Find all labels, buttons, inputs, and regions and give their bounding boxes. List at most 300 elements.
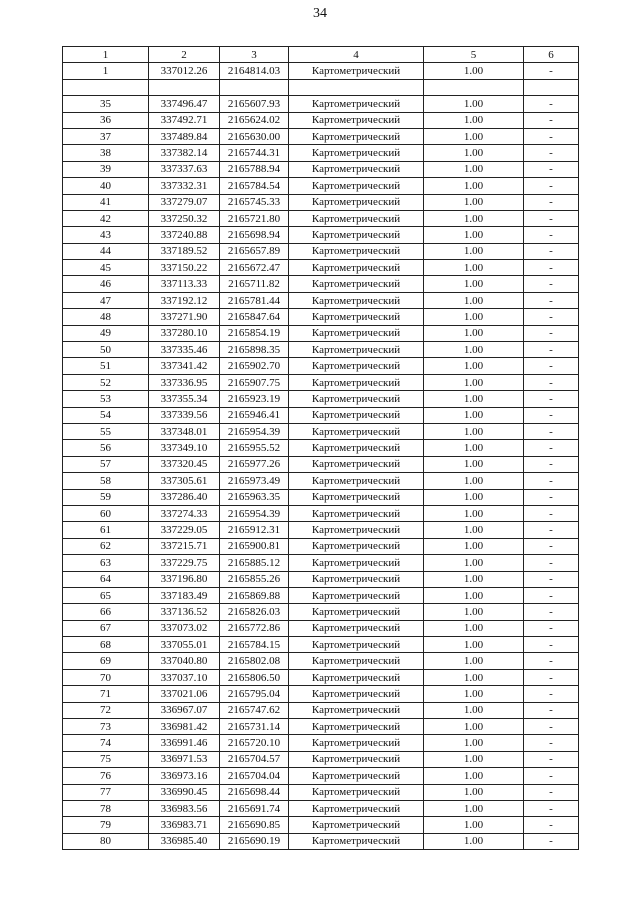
cell-note: - — [524, 440, 579, 456]
cell-y: 2165898.35 — [220, 342, 289, 358]
cell-x: 337280.10 — [149, 325, 220, 341]
cell-accuracy: 1.00 — [424, 423, 524, 439]
cell-x: 337150.22 — [149, 260, 220, 276]
cell-method: Картометрический — [289, 63, 424, 79]
cell-y: 2165720.10 — [220, 735, 289, 751]
cell-accuracy: 1.00 — [424, 210, 524, 226]
cell-point-number: 61 — [63, 522, 149, 538]
cell-method: Картометрический — [289, 227, 424, 243]
cell-method: Картометрический — [289, 719, 424, 735]
cell-x: 337192.12 — [149, 292, 220, 308]
cell-accuracy: 1.00 — [424, 751, 524, 767]
cell-y: 2165977.26 — [220, 456, 289, 472]
cell-note: - — [524, 128, 579, 144]
cell-point-number: 72 — [63, 702, 149, 718]
cell-point-number: 55 — [63, 423, 149, 439]
cell-method: Картометрический — [289, 161, 424, 177]
cell-y: 2165788.94 — [220, 161, 289, 177]
cell-x: 337012.26 — [149, 63, 220, 79]
cell-note: - — [524, 817, 579, 833]
cell-accuracy: 1.00 — [424, 505, 524, 521]
cell-note: - — [524, 260, 579, 276]
cell-x: 337489.84 — [149, 128, 220, 144]
cell-accuracy: 1.00 — [424, 522, 524, 538]
table-row — [63, 653, 579, 669]
cell-x: 337496.47 — [149, 96, 220, 112]
cell-method: Картометрический — [289, 604, 424, 620]
table-row — [63, 833, 579, 849]
table-row — [63, 751, 579, 767]
cell-method: Картометрический — [289, 735, 424, 751]
cell-point-number: 56 — [63, 440, 149, 456]
cell-note: - — [524, 407, 579, 423]
table-row — [63, 292, 579, 308]
cell-x: 336973.16 — [149, 768, 220, 784]
cell-accuracy: 1.00 — [424, 604, 524, 620]
cell-accuracy: 1.00 — [424, 833, 524, 849]
cell-accuracy: 1.00 — [424, 227, 524, 243]
cell-note: - — [524, 620, 579, 636]
cell-point-number: 36 — [63, 112, 149, 128]
cell-point-number: 74 — [63, 735, 149, 751]
cell-note: - — [524, 63, 579, 79]
cell-method: Картометрический — [289, 178, 424, 194]
cell-y: 2165902.70 — [220, 358, 289, 374]
cell-accuracy: 1.00 — [424, 292, 524, 308]
cell-x: 337336.95 — [149, 374, 220, 390]
cell-note: - — [524, 194, 579, 210]
cell-point-number — [63, 79, 149, 95]
cell-point-number: 75 — [63, 751, 149, 767]
cell-x: 336991.46 — [149, 735, 220, 751]
cell-x: 336981.42 — [149, 719, 220, 735]
cell-x: 336967.07 — [149, 702, 220, 718]
cell-accuracy: 1.00 — [424, 473, 524, 489]
cell-accuracy: 1.00 — [424, 817, 524, 833]
table-row — [63, 817, 579, 833]
cell-note: - — [524, 112, 579, 128]
cell-y: 2165955.52 — [220, 440, 289, 456]
cell-y: 2165946.41 — [220, 407, 289, 423]
cell-method: Картометрический — [289, 751, 424, 767]
table-row — [63, 473, 579, 489]
cell-note: - — [524, 391, 579, 407]
cell-method: Картометрический — [289, 800, 424, 816]
cell-accuracy: 1.00 — [424, 768, 524, 784]
cell-note: - — [524, 309, 579, 325]
cell-accuracy: 1.00 — [424, 669, 524, 685]
cell-point-number: 51 — [63, 358, 149, 374]
cell-method: Картометрический — [289, 784, 424, 800]
cell-y: 2165826.03 — [220, 604, 289, 620]
cell-y: 2165731.14 — [220, 719, 289, 735]
cell-y: 2165657.89 — [220, 243, 289, 259]
table-row — [63, 391, 579, 407]
table-row — [63, 800, 579, 816]
header-cell-point-number: 1 — [63, 47, 149, 63]
cell-point-number: 49 — [63, 325, 149, 341]
header-cell-x: 2 — [149, 47, 220, 63]
cell-point-number: 47 — [63, 292, 149, 308]
cell-y: 2165907.75 — [220, 374, 289, 390]
cell-method: Картометрический — [289, 407, 424, 423]
cell-note: - — [524, 538, 579, 554]
cell-x: 337492.71 — [149, 112, 220, 128]
cell-method: Картометрический — [289, 653, 424, 669]
table-row — [63, 620, 579, 636]
cell-method: Картометрический — [289, 522, 424, 538]
cell-note: - — [524, 833, 579, 849]
cell-y: 2165690.85 — [220, 817, 289, 833]
cell-accuracy: 1.00 — [424, 276, 524, 292]
cell-x: 337055.01 — [149, 637, 220, 653]
table-row — [63, 604, 579, 620]
cell-accuracy: 1.00 — [424, 735, 524, 751]
cell-note: - — [524, 669, 579, 685]
cell-y: 2165745.33 — [220, 194, 289, 210]
cell-x: 337355.34 — [149, 391, 220, 407]
cell-y: 2165923.19 — [220, 391, 289, 407]
cell-note: - — [524, 145, 579, 161]
cell-note: - — [524, 768, 579, 784]
cell-method: Картометрический — [289, 817, 424, 833]
cell-note: - — [524, 96, 579, 112]
cell-point-number: 64 — [63, 571, 149, 587]
cell-point-number: 70 — [63, 669, 149, 685]
cell-method: Картометрический — [289, 325, 424, 341]
table-row — [63, 194, 579, 210]
table-row — [63, 423, 579, 439]
cell-y: 2165912.31 — [220, 522, 289, 538]
cell-point-number: 59 — [63, 489, 149, 505]
cell-accuracy: 1.00 — [424, 358, 524, 374]
page-number: 34 — [313, 6, 327, 21]
cell-note: - — [524, 571, 579, 587]
cell-x: 337229.75 — [149, 555, 220, 571]
cell-method: Картометрический — [289, 768, 424, 784]
cell-x: 337136.52 — [149, 604, 220, 620]
table-row — [63, 555, 579, 571]
cell-point-number: 66 — [63, 604, 149, 620]
cell-point-number: 54 — [63, 407, 149, 423]
cell-note: - — [524, 227, 579, 243]
table-row — [63, 407, 579, 423]
cell-point-number: 41 — [63, 194, 149, 210]
cell-x: 337229.05 — [149, 522, 220, 538]
cell-point-number: 50 — [63, 342, 149, 358]
cell-note: - — [524, 653, 579, 669]
cell-note: - — [524, 555, 579, 571]
cell-x: 337382.14 — [149, 145, 220, 161]
cell-y: 2165607.93 — [220, 96, 289, 112]
cell-x: 337037.10 — [149, 669, 220, 685]
cell-x: 337348.01 — [149, 423, 220, 439]
cell-y: 2165781.44 — [220, 292, 289, 308]
cell-point-number: 62 — [63, 538, 149, 554]
cell-method: Картометрический — [289, 620, 424, 636]
cell-y: 2165711.82 — [220, 276, 289, 292]
cell-point-number: 65 — [63, 587, 149, 603]
cell-y: 2165806.50 — [220, 669, 289, 685]
cell-point-number: 58 — [63, 473, 149, 489]
cell-note: - — [524, 702, 579, 718]
table-row — [63, 325, 579, 341]
cell-y — [220, 79, 289, 95]
table-row — [63, 358, 579, 374]
table-row — [63, 96, 579, 112]
cell-y: 2164814.03 — [220, 63, 289, 79]
cell-accuracy: 1.00 — [424, 128, 524, 144]
cell-method: Картометрический — [289, 194, 424, 210]
cell-accuracy: 1.00 — [424, 620, 524, 636]
cell-accuracy: 1.00 — [424, 702, 524, 718]
table-row — [63, 227, 579, 243]
cell-y: 2165963.35 — [220, 489, 289, 505]
cell-y: 2165795.04 — [220, 686, 289, 702]
cell-method: Картометрический — [289, 571, 424, 587]
table-row — [63, 128, 579, 144]
cell-point-number: 77 — [63, 784, 149, 800]
cell-point-number: 46 — [63, 276, 149, 292]
cell-x: 336983.56 — [149, 800, 220, 816]
cell-accuracy: 1.00 — [424, 571, 524, 587]
cell-note: - — [524, 210, 579, 226]
cell-note: - — [524, 522, 579, 538]
table-row — [63, 522, 579, 538]
cell-y: 2165854.19 — [220, 325, 289, 341]
cell-note: - — [524, 358, 579, 374]
cell-y: 2165855.26 — [220, 571, 289, 587]
cell-y: 2165973.49 — [220, 473, 289, 489]
cell-x: 337337.63 — [149, 161, 220, 177]
cell-accuracy: 1.00 — [424, 260, 524, 276]
cell-method: Картометрический — [289, 210, 424, 226]
cell-x — [149, 79, 220, 95]
coordinates-table — [62, 46, 579, 850]
cell-y: 2165672.47 — [220, 260, 289, 276]
table-row — [63, 489, 579, 505]
cell-note: - — [524, 292, 579, 308]
table-row — [63, 145, 579, 161]
cell-method: Картометрический — [289, 112, 424, 128]
cell-accuracy: 1.00 — [424, 637, 524, 653]
table-row — [63, 260, 579, 276]
cell-x: 337320.45 — [149, 456, 220, 472]
cell-y: 2165772.86 — [220, 620, 289, 636]
cell-method: Картометрический — [289, 128, 424, 144]
table-row — [63, 571, 579, 587]
cell-point-number: 80 — [63, 833, 149, 849]
header-cell-y: 3 — [220, 47, 289, 63]
cell-note: - — [524, 784, 579, 800]
cell-method: Картометрический — [289, 587, 424, 603]
cell-note: - — [524, 800, 579, 816]
cell-y: 2165704.57 — [220, 751, 289, 767]
cell-y: 2165885.12 — [220, 555, 289, 571]
cell-accuracy: 1.00 — [424, 587, 524, 603]
cell-note: - — [524, 604, 579, 620]
cell-x: 337305.61 — [149, 473, 220, 489]
table-row — [63, 309, 579, 325]
cell-method: Картометрический — [289, 96, 424, 112]
cell-note: - — [524, 325, 579, 341]
cell-point-number: 40 — [63, 178, 149, 194]
cell-accuracy: 1.00 — [424, 407, 524, 423]
cell-y: 2165630.00 — [220, 128, 289, 144]
cell-point-number: 68 — [63, 637, 149, 653]
cell-y: 2165624.02 — [220, 112, 289, 128]
cell-accuracy: 1.00 — [424, 243, 524, 259]
cell-point-number: 48 — [63, 309, 149, 325]
cell-y: 2165802.08 — [220, 653, 289, 669]
cell-x: 337335.46 — [149, 342, 220, 358]
cell-point-number: 42 — [63, 210, 149, 226]
cell-y: 2165691.74 — [220, 800, 289, 816]
cell-accuracy: 1.00 — [424, 456, 524, 472]
cell-point-number: 1 — [63, 63, 149, 79]
cell-accuracy: 1.00 — [424, 194, 524, 210]
cell-accuracy: 1.00 — [424, 538, 524, 554]
cell-method: Картометрический — [289, 669, 424, 685]
cell-note: - — [524, 587, 579, 603]
table-row — [63, 587, 579, 603]
cell-x: 336985.40 — [149, 833, 220, 849]
table-row — [63, 768, 579, 784]
cell-note: - — [524, 423, 579, 439]
table-row — [63, 735, 579, 751]
cell-point-number: 60 — [63, 505, 149, 521]
cell-point-number: 44 — [63, 243, 149, 259]
cell-y: 2165690.19 — [220, 833, 289, 849]
cell-note: - — [524, 342, 579, 358]
cell-note: - — [524, 735, 579, 751]
cell-method: Картометрический — [289, 423, 424, 439]
cell-note: - — [524, 374, 579, 390]
cell-method: Картометрический — [289, 309, 424, 325]
cell-method: Картометрический — [289, 686, 424, 702]
table-row — [63, 210, 579, 226]
cell-x: 337332.31 — [149, 178, 220, 194]
cell-x: 337215.71 — [149, 538, 220, 554]
table-row — [63, 342, 579, 358]
table-row — [63, 374, 579, 390]
cell-point-number: 79 — [63, 817, 149, 833]
cell-accuracy: 1.00 — [424, 309, 524, 325]
cell-accuracy: 1.00 — [424, 342, 524, 358]
cell-accuracy: 1.00 — [424, 653, 524, 669]
cell-note: - — [524, 243, 579, 259]
cell-method: Картометрический — [289, 276, 424, 292]
cell-accuracy: 1.00 — [424, 489, 524, 505]
cell-x: 337040.80 — [149, 653, 220, 669]
cell-accuracy: 1.00 — [424, 145, 524, 161]
cell-point-number: 37 — [63, 128, 149, 144]
cell-method: Картометрический — [289, 637, 424, 653]
cell-point-number: 67 — [63, 620, 149, 636]
cell-accuracy: 1.00 — [424, 112, 524, 128]
table-row — [63, 538, 579, 554]
cell-accuracy: 1.00 — [424, 719, 524, 735]
cell-method: Картометрический — [289, 456, 424, 472]
table-row — [63, 440, 579, 456]
cell-note: - — [524, 686, 579, 702]
cell-x: 337339.56 — [149, 407, 220, 423]
cell-point-number: 63 — [63, 555, 149, 571]
cell-method: Картометрический — [289, 505, 424, 521]
cell-note: - — [524, 719, 579, 735]
table-row — [63, 784, 579, 800]
table-row — [63, 79, 579, 95]
table-row — [63, 112, 579, 128]
cell-y: 2165847.64 — [220, 309, 289, 325]
cell-accuracy: 1.00 — [424, 325, 524, 341]
cell-note: - — [524, 276, 579, 292]
cell-accuracy: 1.00 — [424, 96, 524, 112]
table-row — [63, 686, 579, 702]
cell-method: Картометрический — [289, 473, 424, 489]
cell-method — [289, 79, 424, 95]
cell-x: 337286.40 — [149, 489, 220, 505]
cell-note: - — [524, 637, 579, 653]
table-row — [63, 637, 579, 653]
cell-method: Картометрический — [289, 243, 424, 259]
cell-point-number: 76 — [63, 768, 149, 784]
cell-method: Картометрический — [289, 342, 424, 358]
cell-note: - — [524, 751, 579, 767]
cell-accuracy — [424, 79, 524, 95]
cell-accuracy: 1.00 — [424, 178, 524, 194]
cell-method: Картометрический — [289, 374, 424, 390]
cell-y: 2165698.44 — [220, 784, 289, 800]
cell-accuracy: 1.00 — [424, 800, 524, 816]
cell-method: Картометрический — [289, 555, 424, 571]
cell-x: 336983.71 — [149, 817, 220, 833]
cell-point-number: 73 — [63, 719, 149, 735]
cell-accuracy: 1.00 — [424, 63, 524, 79]
cell-note: - — [524, 489, 579, 505]
cell-method: Картометрический — [289, 833, 424, 849]
cell-method: Картометрический — [289, 358, 424, 374]
cell-x: 337021.06 — [149, 686, 220, 702]
cell-point-number: 53 — [63, 391, 149, 407]
table-row — [63, 702, 579, 718]
cell-y: 2165784.54 — [220, 178, 289, 194]
cell-accuracy: 1.00 — [424, 440, 524, 456]
cell-y: 2165900.81 — [220, 538, 289, 554]
table-row — [63, 243, 579, 259]
cell-point-number: 38 — [63, 145, 149, 161]
cell-note — [524, 79, 579, 95]
table-header-row — [63, 47, 579, 63]
cell-note: - — [524, 456, 579, 472]
cell-y: 2165954.39 — [220, 423, 289, 439]
cell-x: 337349.10 — [149, 440, 220, 456]
cell-note: - — [524, 505, 579, 521]
cell-point-number: 71 — [63, 686, 149, 702]
header-cell-method: 4 — [289, 47, 424, 63]
table-row — [63, 719, 579, 735]
cell-point-number: 39 — [63, 161, 149, 177]
cell-x: 336990.45 — [149, 784, 220, 800]
table-row — [63, 505, 579, 521]
table-row — [63, 178, 579, 194]
cell-point-number: 57 — [63, 456, 149, 472]
cell-note: - — [524, 161, 579, 177]
cell-x: 337189.52 — [149, 243, 220, 259]
header-cell-note: 6 — [524, 47, 579, 63]
cell-accuracy: 1.00 — [424, 374, 524, 390]
table-body — [63, 47, 579, 850]
